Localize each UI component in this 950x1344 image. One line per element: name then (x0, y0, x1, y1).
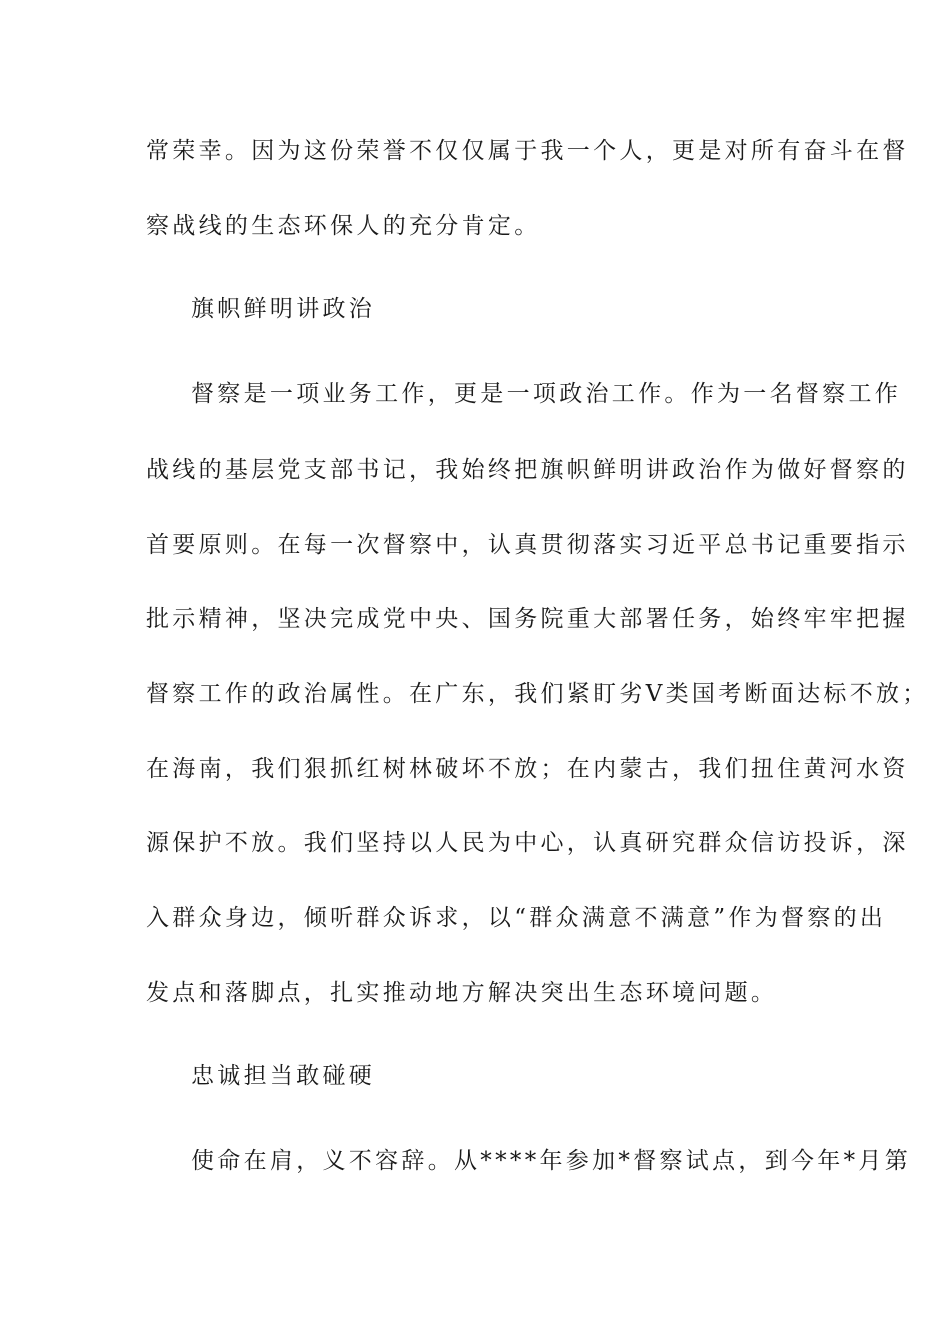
paragraph-line: 入群众身边，倾听群众诉求，以“群众满意不满意”作为督察的出 (146, 905, 887, 931)
paragraph-line: 批示精神，坚决完成党中央、国务院重大部署任务，始终牢牢把握 (146, 606, 909, 632)
paragraph-line: 在海南，我们狠抓红树林破坏不放；在内蒙古，我们扭住黄河水资 (146, 756, 909, 782)
paragraph-line: 督察是一项业务工作，更是一项政治工作。作为一名督察工作 (191, 381, 902, 407)
paragraph-line: 发点和落脚点，扎实推动地方解决突出生态环境问题。 (146, 980, 778, 1006)
paragraph-line: 战线的基层党支部书记，我始终把旗帜鲜明讲政治作为做好督察的 (146, 457, 909, 483)
section-heading-political: 旗帜鲜明讲政治 (191, 296, 376, 322)
paragraph-line: 察战线的生态环保人的充分肯定。 (146, 213, 541, 239)
section-heading-loyalty: 忠诚担当敢碰硬 (191, 1063, 376, 1089)
paragraph-line: 源保护不放。我们坚持以人民为中心，认真研究群众信访投诉，深 (146, 830, 909, 856)
paragraph-line: 督察工作的政治属性。在广东，我们紧盯劣Ⅴ类国考断面达标不放； (146, 681, 929, 707)
paragraph-line: 首要原则。在每一次督察中，认真贯彻落实习近平总书记重要指示 (146, 532, 909, 558)
paragraph-line: 常荣幸。因为这份荣誉不仅仅属于我一个人，更是对所有奋斗在督 (146, 138, 909, 164)
paragraph-line: 使命在肩，义不容辞。从****年参加*督察试点，到今年*月第 (191, 1148, 911, 1174)
